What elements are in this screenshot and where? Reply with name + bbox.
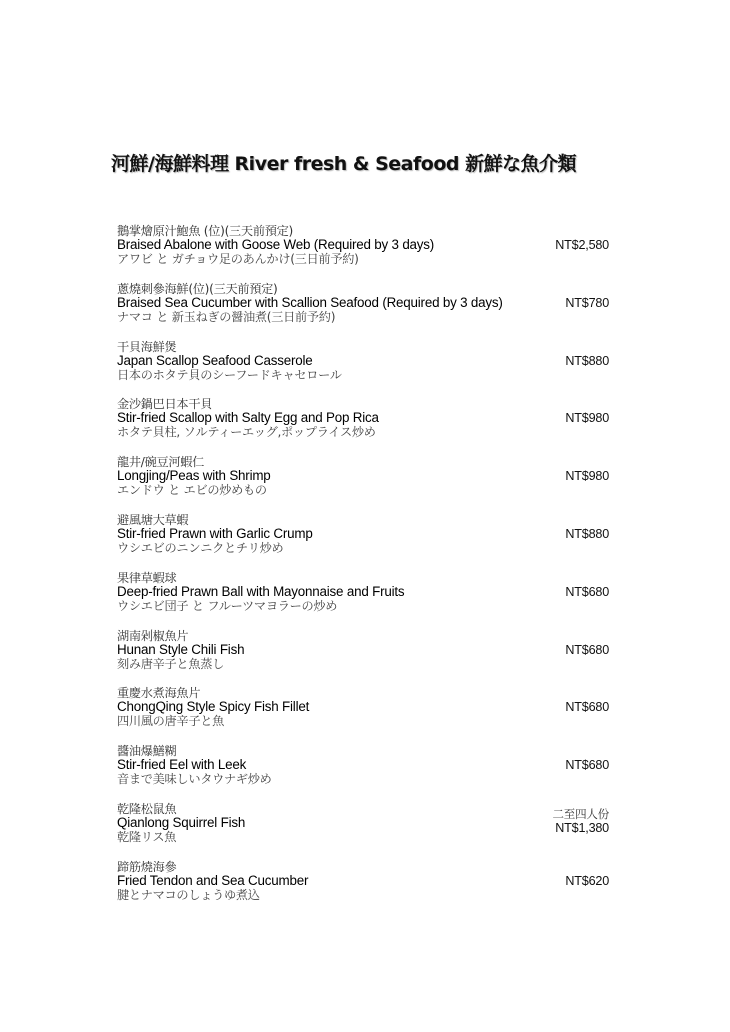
item-name-chinese: 龍井/碗豆河蝦仁: [117, 455, 205, 470]
serving-size-note: 二至四人份: [552, 806, 609, 821]
item-name-english: Braised Sea Cucumber with Scallion Seafood (Required by 3 days): [117, 294, 503, 310]
menu-item: [117, 571, 609, 629]
item-name-japanese: 日本のホタテ貝のシーフードキャセロール: [117, 367, 342, 382]
item-name-chinese: 避風塘大草蝦: [117, 512, 189, 527]
item-price: NT$980: [565, 411, 609, 426]
item-price: NT$880: [565, 526, 609, 541]
menu-item: [117, 340, 609, 398]
item-name-english: Japan Scallop Seafood Casserole: [117, 352, 313, 368]
item-price: NT$880: [565, 353, 609, 368]
item-name-chinese: 蹄筋燒海參: [117, 859, 177, 874]
menu-item: [117, 455, 609, 513]
menu-item: [117, 744, 609, 802]
item-name-chinese: 金沙鍋巴日本干貝: [117, 397, 213, 412]
item-name-japanese: 乾隆リス魚: [117, 829, 177, 844]
item-name-japanese: エンドウ と エビの炒めもの: [117, 483, 267, 498]
item-name-japanese: 四川風の唐辛子と魚: [117, 714, 224, 729]
item-price-block: [553, 807, 610, 835]
item-price: NT$780: [565, 295, 609, 310]
item-name-chinese: 醬油爆鱔糊: [117, 744, 177, 759]
item-name-chinese: 果律草蝦球: [117, 570, 177, 585]
item-name-japanese: ホタテ貝柱, ソルティーエッグ,ポップライス炒め: [117, 425, 376, 440]
item-name-english: Braised Abalone with Goose Web (Required by 3 days): [117, 237, 435, 252]
item-name-english: Deep-fried Prawn Ball with Mayonnaise and Fruits: [117, 583, 405, 599]
item-name-chinese: 乾隆松鼠魚: [117, 801, 177, 816]
menu-item: [117, 397, 609, 455]
item-name-japanese: ウシエビ団子 と フルーツマヨラーの炒め: [117, 598, 338, 613]
menu-item: [117, 860, 609, 918]
item-price: NT$680: [565, 584, 609, 599]
item-name-japanese: 音まで美味しいタウナギ炒め: [117, 772, 272, 787]
item-price: NT$680: [565, 700, 609, 715]
item-name-english: Longjing/Peas with Shrimp: [117, 468, 271, 484]
item-name-chinese: 蔥燒刺參海鮮(位)(三天前預定): [117, 281, 278, 296]
item-name-chinese: 重慶水煮海魚片: [117, 686, 201, 701]
menu-list: [117, 224, 609, 918]
item-name-chinese: 湖南剁椒魚片: [117, 628, 189, 643]
item-name-chinese: 干貝海鮮煲: [117, 339, 177, 354]
item-name-japanese: ナマコ と 新玉ねぎの醤油煮(三日前予約): [117, 309, 336, 324]
item-name-english: Hunan Style Chili Fish: [117, 641, 245, 657]
item-name-english: Fried Tendon and Sea Cucumber: [117, 872, 309, 888]
item-price: NT$620: [565, 873, 609, 888]
item-price: NT$680: [565, 758, 609, 773]
item-name-japanese: ウシエビのニンニクとチリ炒め: [117, 540, 284, 555]
page-title: 河鮮/海鮮料理 River fresh & Seafood 新鮮な魚介類: [111, 153, 577, 175]
item-name-japanese: アワビ と ガチョウ足のあんかけ(三日前予約): [117, 252, 359, 266]
menu-item: [117, 802, 609, 860]
item-name-english: Qianlong Squirrel Fish: [117, 814, 246, 830]
menu-item: [117, 282, 609, 340]
item-price: NT$680: [565, 642, 609, 657]
item-name-english: Stir-fried Scallop with Salty Egg and Pop Rica: [117, 410, 379, 426]
item-name-english: Stir-fried Eel with Leek: [117, 757, 247, 773]
item-name-chinese: 鵝掌燴原汁鮑魚 (位)(三天前預定): [117, 224, 293, 238]
item-price: NT$2,580: [555, 238, 609, 252]
menu-item: [117, 513, 609, 571]
menu-item: [117, 224, 609, 282]
menu-item: [117, 686, 609, 744]
item-price: NT$1,380: [555, 820, 609, 835]
item-name-english: ChongQing Style Spicy Fish Fillet: [117, 699, 310, 715]
item-name-english: Stir-fried Prawn with Garlic Crump: [117, 525, 313, 541]
menu-item: [117, 629, 609, 687]
item-name-japanese: 刻み唐辛子と魚蒸し: [117, 656, 224, 671]
item-name-japanese: 腱とナマコのしょうゆ煮込: [117, 887, 260, 902]
item-price: NT$980: [565, 469, 609, 484]
